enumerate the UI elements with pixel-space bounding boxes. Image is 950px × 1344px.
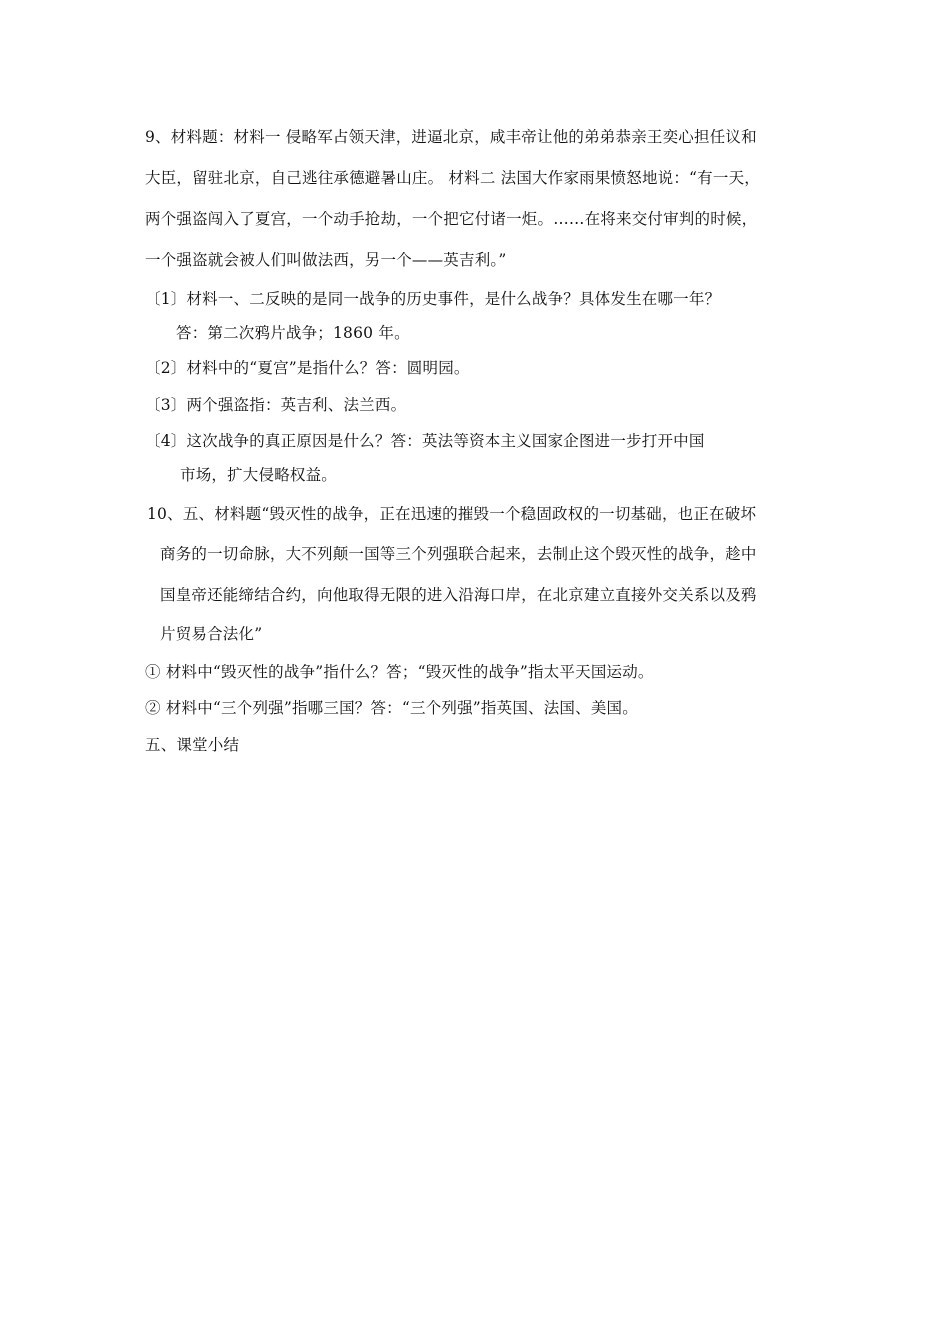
q9-line-2: 大臣，留驻北京，自己逃往承德避暑山庄。 材料二 法国大作家雨果愤怒地说：“有一天， [145,169,760,187]
q10-line-4: 片贸易合法化” [160,625,263,643]
q9-line-1: 9、材料题：材料一 侵略军占领天津，进逼北京，咸丰帝让他的弟弟恭亲王奕心担任议和 [145,128,757,146]
q9-answer-1: 答：第二次鸦片战争；1860 年。 [176,324,410,342]
q10-line-3: 国皇帝还能缔结合约，向他取得无限的进入沿海口岸，在北京建立直接外交关系以及鸦 [160,586,757,604]
q9-subquestion-4: 〔4〕这次战争的真正原因是什么？答：英法等资本主义国家企图进一步打开中国 [145,432,705,450]
q10-line-2: 商务的一切命脉，大不列颠一国等三个列强联合起来，去制止这个毁灭性的战争，趁中 [160,545,757,563]
section-heading-class-summary: 五、课堂小结 [145,736,240,754]
q10-line-1: 10、五、材料题“毁灭性的战争，正在迅速的摧毁一个稳固政权的一切基础，也正在破坏 [147,505,757,523]
q10-subquestion-2: ② 材料中“三个列强”指哪三国？答：“三个列强”指英国、法国、美国。 [145,699,638,717]
q9-line-3: 两个强盗闯入了夏宫，一个动手抢劫，一个把它付诸一炬。……在将来交付审判的时候， [145,210,758,228]
q10-subquestion-1: ① 材料中“毁灭性的战争”指什么？答；“毁灭性的战争”指太平天国运动。 [145,663,654,681]
q9-subquestion-2: 〔2〕材料中的“夏宫”是指什么？答：圆明园。 [145,359,470,377]
q9-subquestion-1: 〔1〕材料一、二反映的是同一战争的历史事件，是什么战争？具体发生在哪一年？ [145,290,721,308]
q9-line-4: 一个强盗就会被人们叫做法西，另一个——英吉利。” [145,251,507,269]
q9-subquestion-3: 〔3〕两个强盗指：英吉利、法兰西。 [145,396,407,414]
q9-subquestion-4-continued: 市场，扩大侵略权益。 [180,466,338,484]
